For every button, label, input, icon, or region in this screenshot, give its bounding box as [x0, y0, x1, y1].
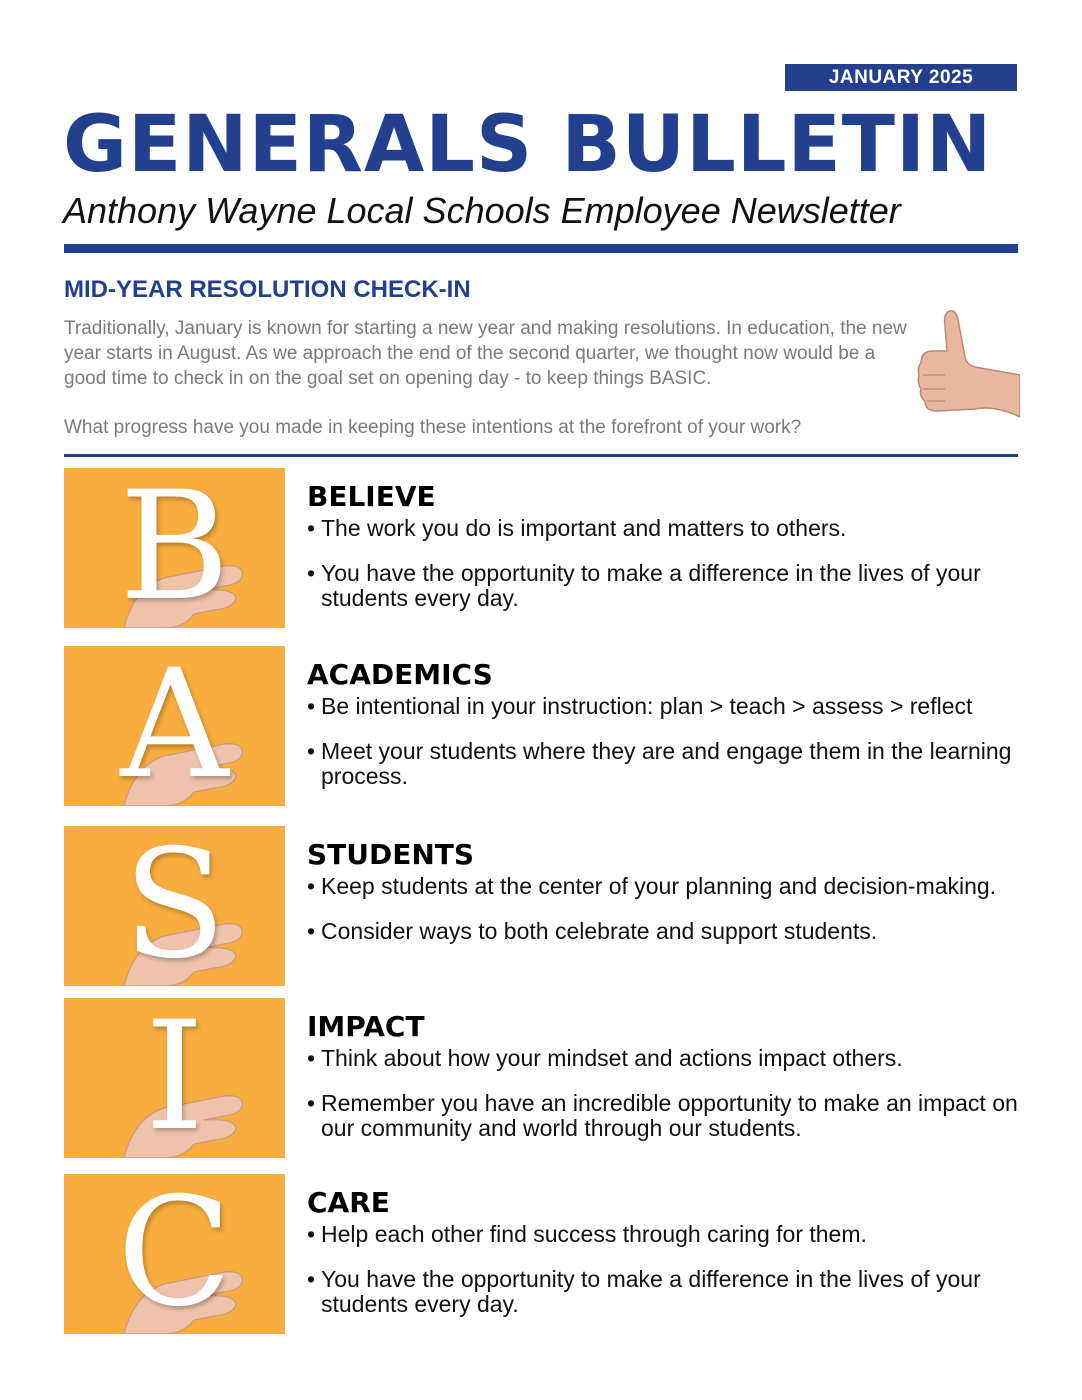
item-bullet: • Think about how your mindset and actions impact others. — [307, 1046, 1027, 1071]
item-text — [307, 838, 1027, 944]
item-heading: ACADEMICS — [307, 658, 493, 691]
item-heading: CARE — [307, 1186, 390, 1219]
item-bullet: • Be intentional in your instruction: plan > teach > assess > reflect — [307, 694, 1027, 719]
item-bullet: • Keep students at the center of your planning and decision-making. — [307, 874, 1027, 899]
letter-tile — [64, 998, 285, 1158]
item-heading: IMPACT — [307, 1010, 425, 1043]
thumbs-up-icon — [915, 305, 1020, 430]
header-divider — [64, 244, 1018, 253]
item-bullet: • Meet your students where they are and engage them in the learning process. — [307, 739, 1027, 789]
item-bullet: • You have the opportunity to make a difference in the lives of your students every day. — [307, 1267, 1027, 1317]
letter-tile — [64, 1174, 285, 1334]
intro-text — [64, 316, 912, 440]
intro-question: What progress have you made in keeping these intentions at the forefront of your work? — [64, 417, 802, 438]
item-bullet: • You have the opportunity to make a difference in the lives of your students every day. — [307, 561, 1027, 611]
item-text — [307, 658, 1027, 789]
tile-letter: B — [119, 468, 230, 628]
letter-tile — [64, 468, 285, 628]
item-heading: STUDENTS — [307, 838, 475, 871]
item-bullet: • Consider ways to both celebrate and support students. — [307, 919, 1027, 944]
tile-letter: A — [120, 646, 229, 806]
intro-paragraph: Traditionally, January is known for starting a new year and making resolutions. In education, the new year starts in August. As we approach the end of the second quarter, we thought now would be a good time to check in on the goal set on opening day - to keep things BASIC. — [64, 318, 907, 389]
item-bullet: • Remember you have an incredible opportunity to make an impact on our community and world through our students. — [307, 1091, 1027, 1141]
tile-letter: S — [123, 826, 226, 986]
tile-letter: C — [117, 1174, 232, 1334]
item-bullet: • Help each other find success through caring for them. — [307, 1222, 1027, 1247]
section-title: MID-YEAR RESOLUTION CHECK-IN — [64, 276, 471, 303]
item-text — [307, 480, 1027, 611]
date-badge: JANUARY 2025 — [785, 64, 1017, 91]
item-heading: BELIEVE — [307, 480, 436, 513]
item-text — [307, 1186, 1027, 1317]
item-bullet: • The work you do is important and matters to others. — [307, 516, 1027, 541]
letter-tile — [64, 646, 285, 806]
item-text — [307, 1010, 1027, 1141]
newsletter-title: GENERALS BULLETIN — [63, 100, 993, 190]
tile-letter: I — [144, 998, 205, 1158]
section-divider — [64, 454, 1018, 457]
newsletter-subtitle: Anthony Wayne Local Schools Employee Newsletter — [63, 190, 901, 231]
letter-tile — [64, 826, 285, 986]
